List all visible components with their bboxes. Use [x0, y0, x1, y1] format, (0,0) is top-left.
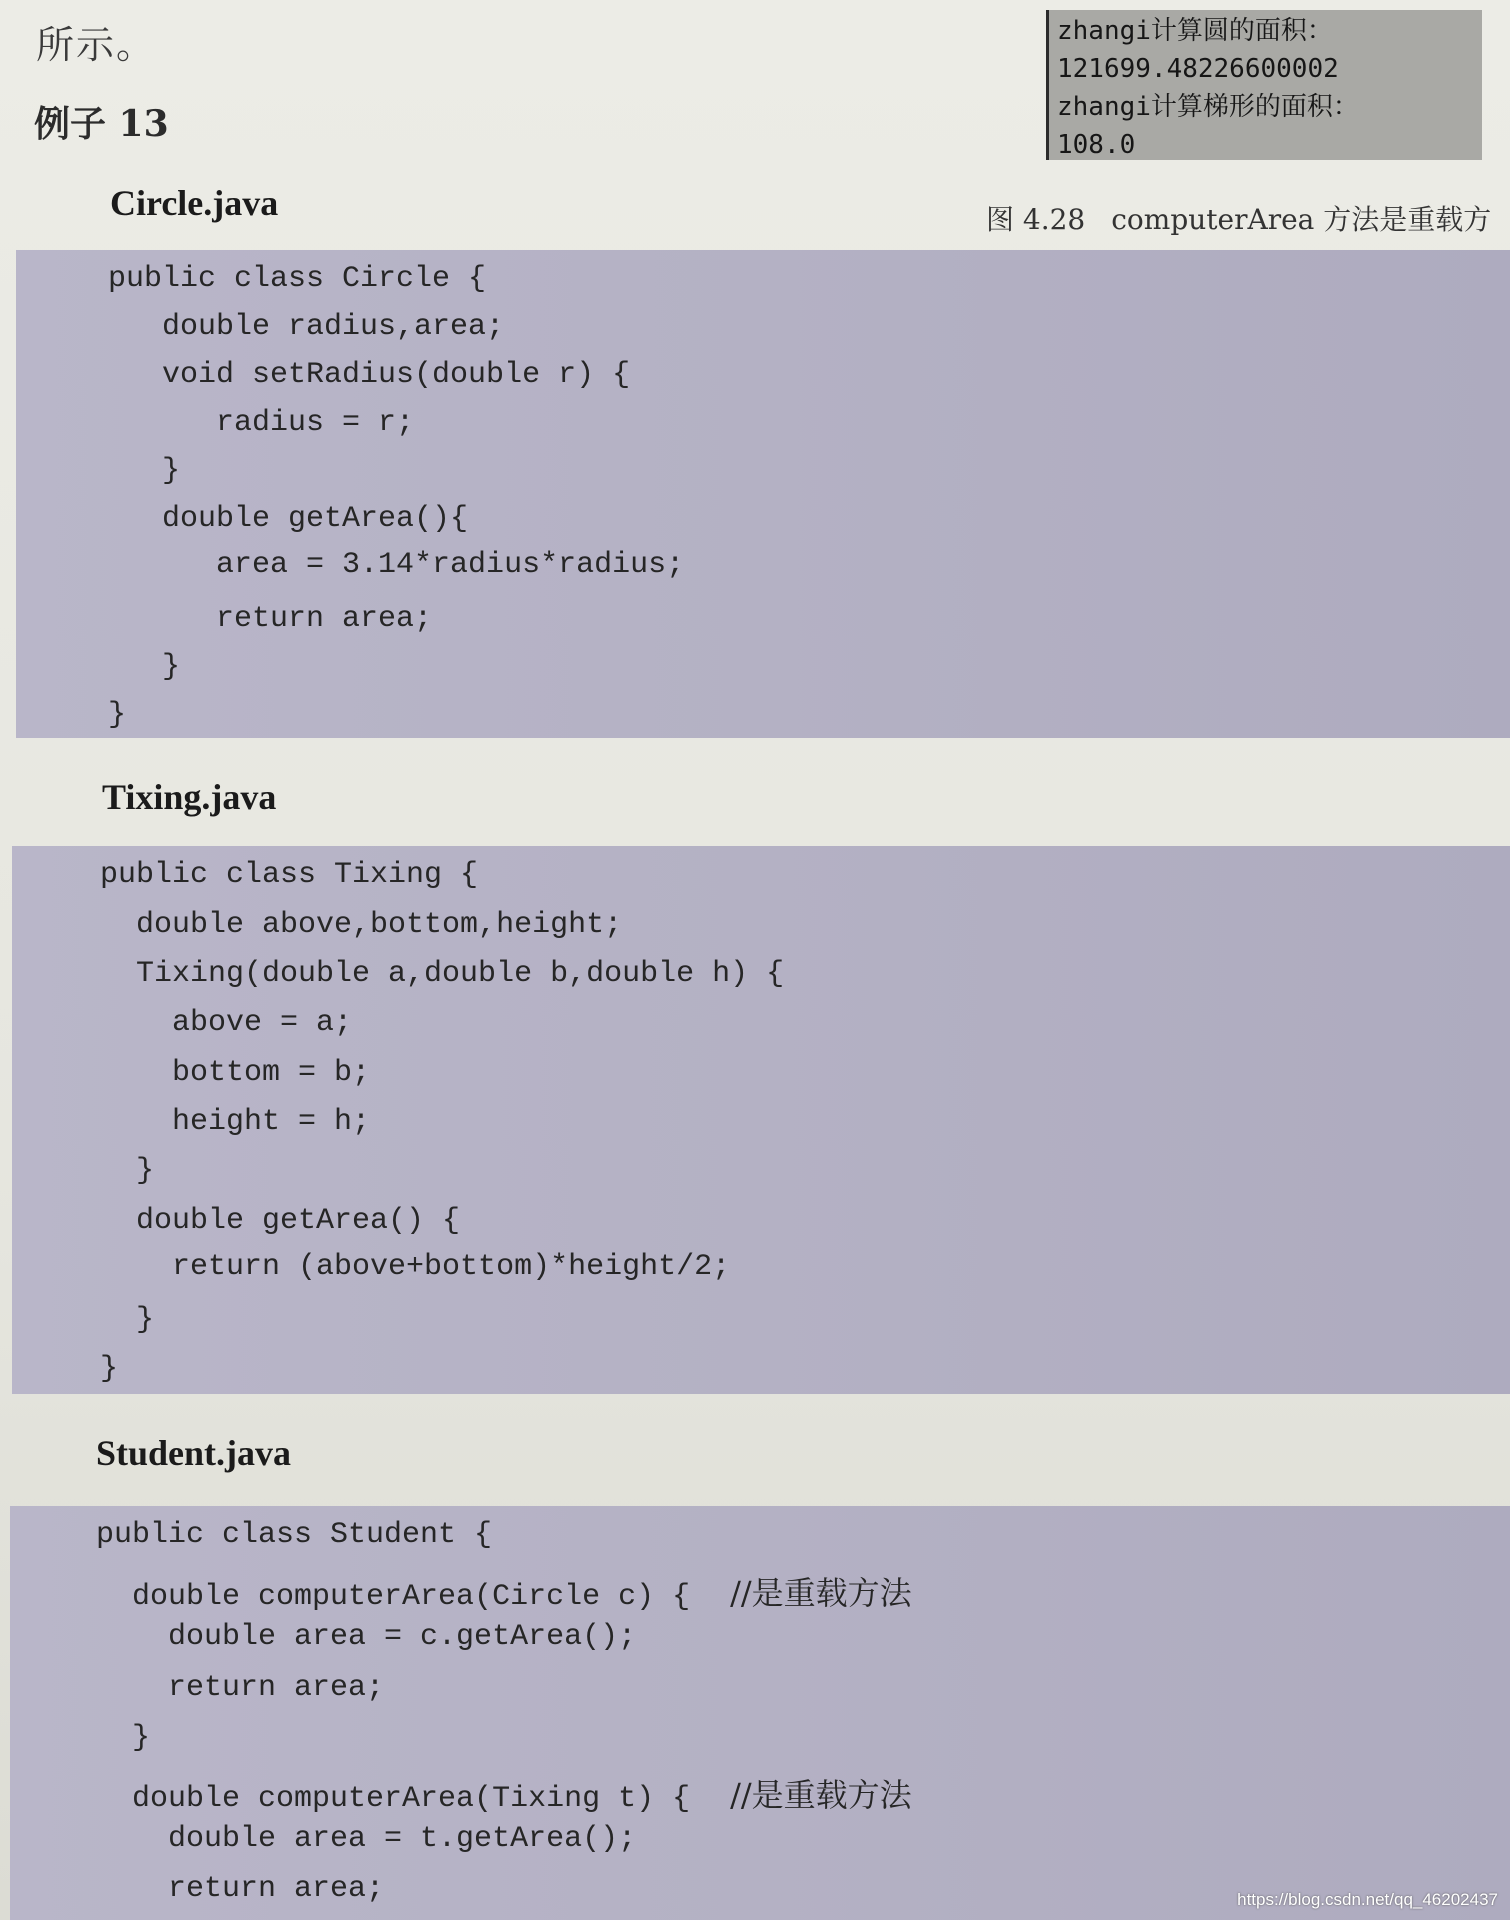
- code-comment: //是重载方法: [730, 1776, 912, 1814]
- output-line: 121699.48226600002: [1057, 54, 1339, 84]
- code-line: double radius,area;: [108, 310, 505, 344]
- code-line: void setRadius(double r) {: [108, 358, 631, 392]
- watermark-url: https://blog.csdn.net/qq_46202437: [1237, 1890, 1498, 1909]
- file-title-circle: Circle.java: [110, 183, 279, 223]
- code-line: double area = t.getArea();: [96, 1822, 637, 1856]
- code-line: return area;: [96, 1671, 385, 1705]
- code-line: public class Circle {: [108, 262, 487, 296]
- code-line: }: [100, 1352, 119, 1386]
- figure-number: 图 4.28: [986, 203, 1086, 236]
- code-line: return (above+bottom)*height/2;: [100, 1250, 731, 1284]
- file-title-tixing: Tixing.java: [102, 777, 277, 817]
- figure-caption-text: computerArea 方法是重载方: [1111, 203, 1492, 236]
- code-line: [96, 1770, 912, 1816]
- code-line: }: [96, 1721, 151, 1755]
- code-line: }: [100, 1303, 155, 1337]
- code-line: radius = r;: [108, 406, 415, 440]
- output-line: zhangi计算梯形的面积：: [1057, 92, 1359, 122]
- code-block-student: [10, 1506, 1510, 1920]
- code-line: }: [100, 1154, 155, 1188]
- figure-caption: [986, 198, 1491, 238]
- code-line: return area;: [96, 1872, 385, 1906]
- output-line: 108.0: [1057, 130, 1136, 160]
- code-line: above = a;: [100, 1006, 353, 1040]
- code-line: bottom = b;: [100, 1056, 371, 1090]
- code-text: double computerArea(Circle c) {: [96, 1580, 691, 1614]
- code-line: public class Student {: [96, 1518, 493, 1552]
- example-label: 例子 13: [34, 103, 169, 145]
- code-block-circle: [16, 250, 1510, 738]
- code-comment: //是重载方法: [730, 1574, 912, 1612]
- output-line: zhangi计算圆的面积：: [1057, 16, 1333, 46]
- code-line: return area;: [108, 602, 433, 636]
- code-line: area = 3.14*radius*radius;: [108, 548, 685, 582]
- code-line: Tixing(double a,double b,double h) {: [100, 957, 785, 991]
- code-line: height = h;: [100, 1105, 371, 1139]
- code-block-tixing: [12, 846, 1510, 1394]
- code-line: double getArea() {: [100, 1204, 461, 1238]
- file-title-student: Student.java: [96, 1433, 292, 1473]
- code-text: double computerArea(Tixing t) {: [96, 1782, 691, 1816]
- intro-text: 所示。: [36, 23, 157, 67]
- code-line: double getArea(){: [108, 502, 469, 536]
- program-output-screenshot: [1046, 10, 1482, 160]
- code-line: [96, 1568, 912, 1614]
- code-line: }: [108, 454, 181, 488]
- code-line: public class Tixing {: [100, 858, 479, 892]
- code-line: double above,bottom,height;: [100, 908, 623, 942]
- code-line: double area = c.getArea();: [96, 1620, 637, 1654]
- code-line: }: [108, 698, 127, 732]
- code-line: }: [108, 650, 181, 684]
